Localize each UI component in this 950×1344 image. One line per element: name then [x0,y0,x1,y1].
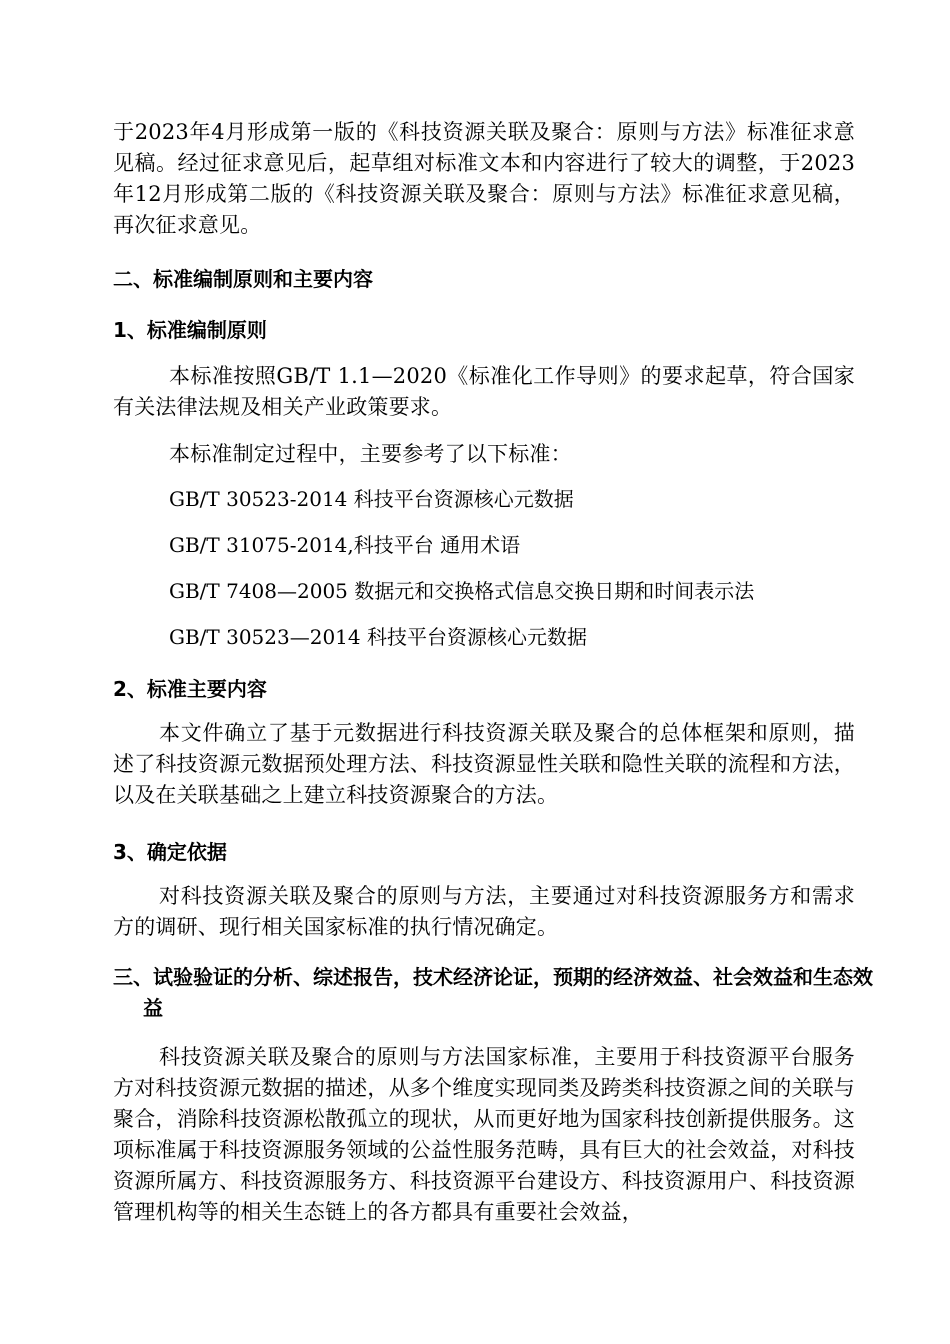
reference-item: GB/T 30523—2014 科技平台资源核心元数据 [169,625,587,649]
sub1-paragraph-1: 本标准按照GB/T 1.1—2020《标准化工作导则》的要求起草，符合国家有关法律法规及相关产业政策要求。 [113,364,855,419]
sub1-heading: 1、标准编制原则 [113,318,267,342]
sub1-paragraph-2: 本标准制定过程中，主要参考了以下标准： [169,442,572,466]
sub2-paragraph: 本文件确立了基于元数据进行科技资源关联及聚合的总体框架和原则，描述了科技资源元数据预处理方法、科技资源显性关联和隐性关联的流程和方法，以及在关联基础之上建立科技资源聚合的方法。 [113,721,855,807]
section3-heading: 三、试验验证的分析、综述报告，技术经济论证，预期的经济效益、社会效益和生态效益 [113,965,873,1020]
intro-paragraph: 于2023年4月形成第一版的《科技资源关联及聚合：原则与方法》标准征求意见稿。经过征求意见后，起草组对标准文本和内容进行了较大的调整，于2023年12月形成第二版的《科技资源关联及聚合：原则与方法》标准征求意见稿，再次征求意见。 [113,120,855,237]
reference-item: GB/T 7408—2005 数据元和交换格式信息交换日期和时间表示法 [169,579,755,603]
section2-heading: 二、标准编制原则和主要内容 [113,267,373,291]
reference-item: GB/T 30523-2014 科技平台资源核心元数据 [169,487,574,511]
sub2-heading: 2、标准主要内容 [113,677,267,701]
sub3-paragraph: 对科技资源关联及聚合的原则与方法，主要通过对科技资源服务方和需求方的调研、现行相关国家标准的执行情况确定。 [113,884,855,939]
reference-item: GB/T 31075-2014,科技平台 通用术语 [169,533,521,557]
sub3-heading: 3、确定依据 [113,840,227,864]
section3-paragraph: 科技资源关联及聚合的原则与方法国家标准，主要用于科技资源平台服务方对科技资源元数据的描述，从多个维度实现同类及跨类科技资源之间的关联与聚合，消除科技资源松散孤立的现状，从而更好地为国家科技创新提供服务。这项标准属于科技资源服务领域的公益性服务范畴，具有巨大的社会效益，对科技资源所属方、科技资源服务方、科技资源平台建设方、科技资源用户、科技资源管理机构等的相关生态链上的各方都具有重要社会效益， [113,1045,855,1224]
